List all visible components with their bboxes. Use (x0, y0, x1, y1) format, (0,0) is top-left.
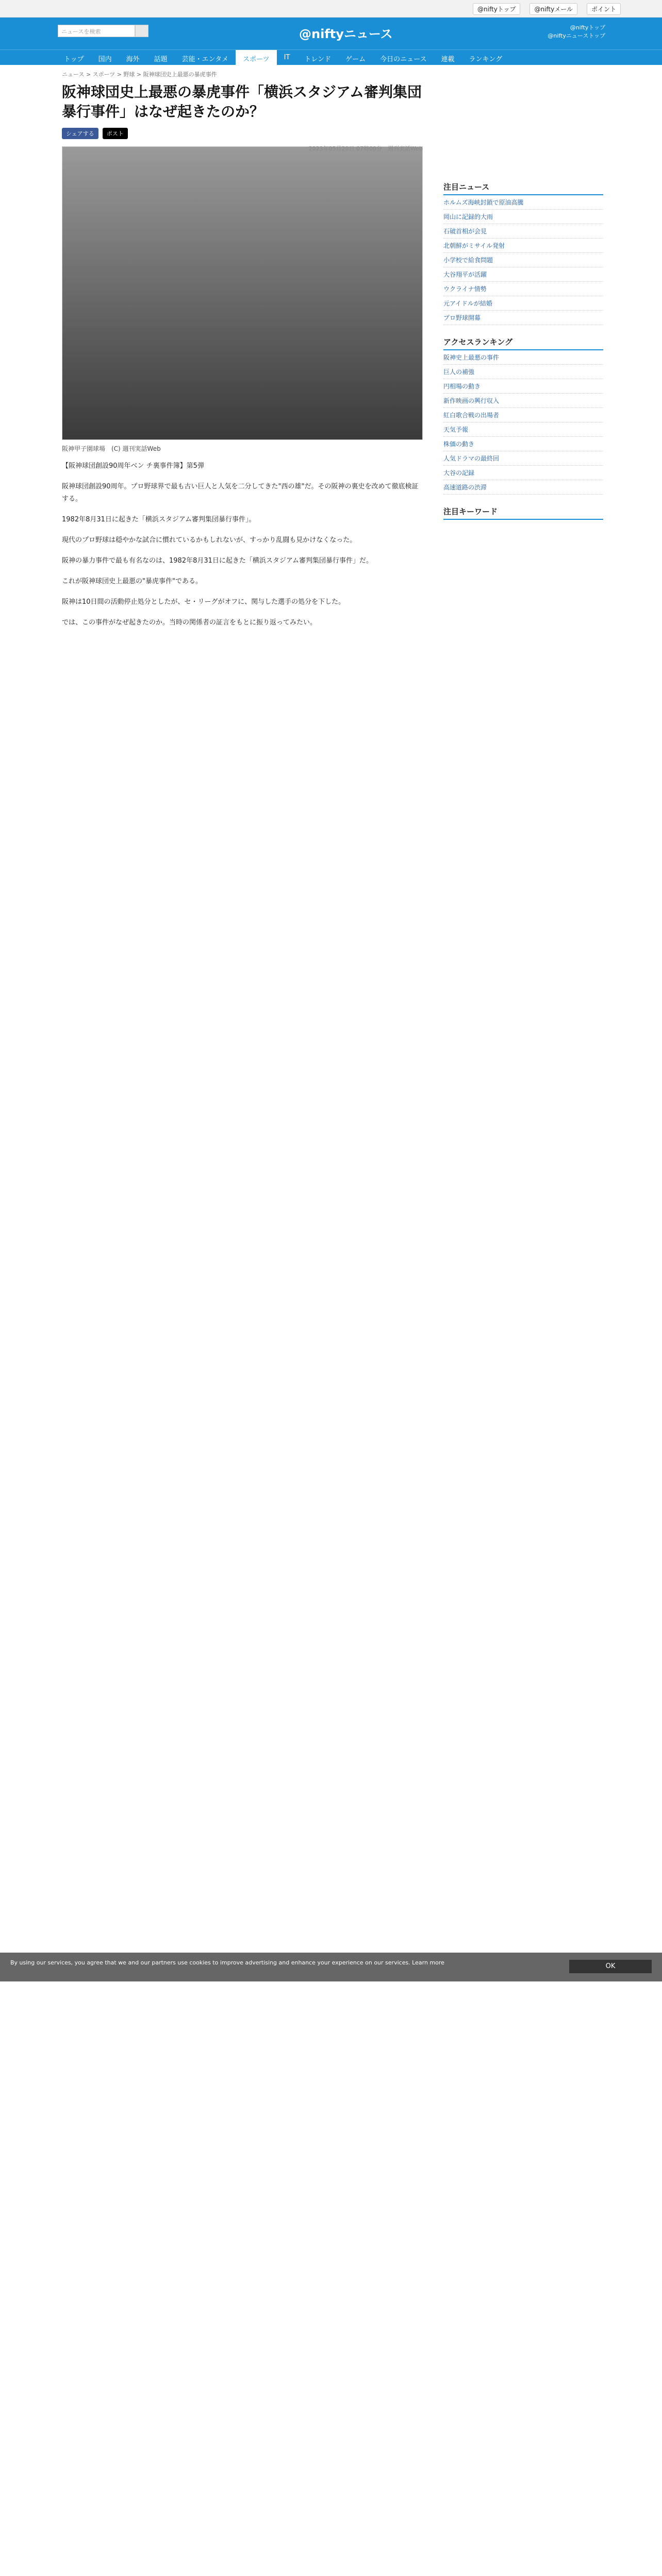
top-link-nifty[interactable]: @niftyトップ (473, 3, 520, 15)
nav-item[interactable]: 国内 (98, 56, 112, 63)
article-body (62, 460, 423, 629)
header-link-newstop[interactable]: @niftyニューストップ (548, 32, 605, 39)
site-header (0, 18, 662, 49)
sidebar-news-item[interactable]: 元アイドルが結婚 (443, 296, 603, 311)
sidebar-news-item[interactable]: プロ野球開幕 (443, 311, 603, 325)
cookie-banner (0, 1953, 662, 1981)
breadcrumb: ニュース > スポーツ > 野球 > 阪神球団史上最悪の暴虎事件 (62, 71, 217, 78)
sidebar-access-item[interactable]: 人気ドラマの最終回 (443, 451, 603, 466)
sidebar-news-item[interactable]: 岡山に記録的大雨 (443, 210, 603, 224)
sidebar-news-item[interactable]: ホルムズ海峡封鎖で原油高騰 (443, 195, 603, 210)
sidebar-access-item[interactable]: 巨人の補強 (443, 365, 603, 379)
nav-item[interactable]: トレンド (304, 56, 332, 63)
nav-item[interactable]: ゲーム (345, 56, 366, 63)
top-utility-bar (0, 0, 662, 18)
sidebar-news-item[interactable]: ウクライナ情勢 (443, 282, 603, 296)
sidebar-news-item[interactable]: 大谷翔平が活躍 (443, 267, 603, 282)
article-paragraph: 阪神は10日間の活動停止処分としたが、セ・リーグがオフに、関与した選手の処分を下した。 (62, 598, 345, 606)
nav-item[interactable]: 話題 (154, 56, 168, 63)
nav-item[interactable]: スポーツ (236, 50, 276, 67)
article-paragraph: では、この事件がなぜ起きたのか。当時の関係者の証言をもとに振り返ってみたい。 (62, 619, 317, 626)
sidebar-access-title: アクセスランキング (443, 336, 603, 350)
sidebar-access-item[interactable]: 大谷の記録 (443, 466, 603, 480)
nav-item[interactable]: 今日のニュース (380, 56, 427, 63)
article-paragraph: 現代のプロ野球は穏やかな試合に慣れているかもしれないが、すっかり乱闘も見かけなくなった。 (62, 536, 357, 544)
site-logo[interactable]: @niftyニュース (299, 27, 393, 41)
cookie-ok-button[interactable]: OK (569, 1960, 652, 1973)
nav-item[interactable]: 芸能・エンタメ (181, 56, 229, 63)
search-input[interactable]: ニュースを検索 (58, 25, 135, 37)
sidebar-access-item[interactable]: 阪神史上最悪の事件 (443, 350, 603, 365)
sidebar (443, 170, 603, 520)
article-paragraph: 阪神球団創設90周年。プロ野球界で最も古い巨人と人気を二分してきた"西の雄"だ。その阪神の裏史を改めて徹底検証する。 (62, 483, 419, 503)
article-date: 2023年05月20日 07時00分 週刊実話Web (308, 145, 423, 152)
photo-caption: 阪神甲子園球場 (C) 週刊実話Web (62, 445, 161, 452)
nav-item[interactable]: 海外 (126, 56, 140, 63)
sidebar-keyword-title: 注目キーワード (443, 506, 603, 520)
top-link-point[interactable]: ポイント (587, 3, 621, 15)
nav-item[interactable]: 連載 (441, 56, 455, 63)
search-button[interactable] (135, 25, 148, 37)
main-nav (0, 49, 662, 65)
article-title: 阪神球団史上最悪の暴虎事件「横浜スタジアム審判集団暴行事件」はなぜ起きたのか？ (62, 83, 422, 120)
article-paragraph: 阪神の暴力事件で最も有名なのは、1982年8月31日に起きた「横浜スタジアム審判集団暴行事件」だ。 (62, 557, 373, 565)
sidebar-access-item[interactable]: 紅白歌合戦の出場者 (443, 408, 603, 422)
sidebar-access-item[interactable]: 高速道路の渋滞 (443, 480, 603, 495)
post-button[interactable]: ポスト (103, 128, 128, 139)
sidebar-access-item[interactable]: 新作映画の興行収入 (443, 394, 603, 408)
article-paragraph: これが阪神球団史上最悪の"暴虎事件"である。 (62, 578, 202, 585)
sidebar-news-title: 注目ニュース (443, 181, 603, 195)
sidebar-access-item[interactable]: 株価の動き (443, 437, 603, 451)
sidebar-access-item[interactable]: 天気予報 (443, 422, 603, 437)
nav-item[interactable]: ランキング (469, 56, 503, 63)
nav-item[interactable]: IT (284, 54, 290, 61)
sidebar-news-item[interactable]: 北朝鮮がミサイル発射 (443, 239, 603, 253)
article-photo (62, 146, 423, 440)
nav-item[interactable]: トップ (64, 56, 84, 63)
article-paragraph: 1982年8月31日に起きた「横浜スタジアム審判集団暴行事件」。 (62, 516, 256, 523)
sidebar-news-item[interactable]: 石破首相が会見 (443, 224, 603, 239)
sidebar-access-item[interactable]: 円相場の動き (443, 379, 603, 394)
article-paragraph: 【阪神球団創設90周年ベン チ裏事件簿】第5弾 (62, 462, 204, 470)
sidebar-news-item[interactable]: 小学校で給食問題 (443, 253, 603, 267)
article (62, 82, 423, 637)
cookie-text: By using our services, you agree that we and our partners use cookies to improve advertising and enhance your experience on our services. Learn more (10, 1959, 444, 1966)
header-link-top[interactable]: @niftyトップ (570, 24, 605, 31)
top-link-mail[interactable]: @niftyメール (529, 3, 577, 15)
share-button[interactable]: シェアする (62, 128, 98, 139)
